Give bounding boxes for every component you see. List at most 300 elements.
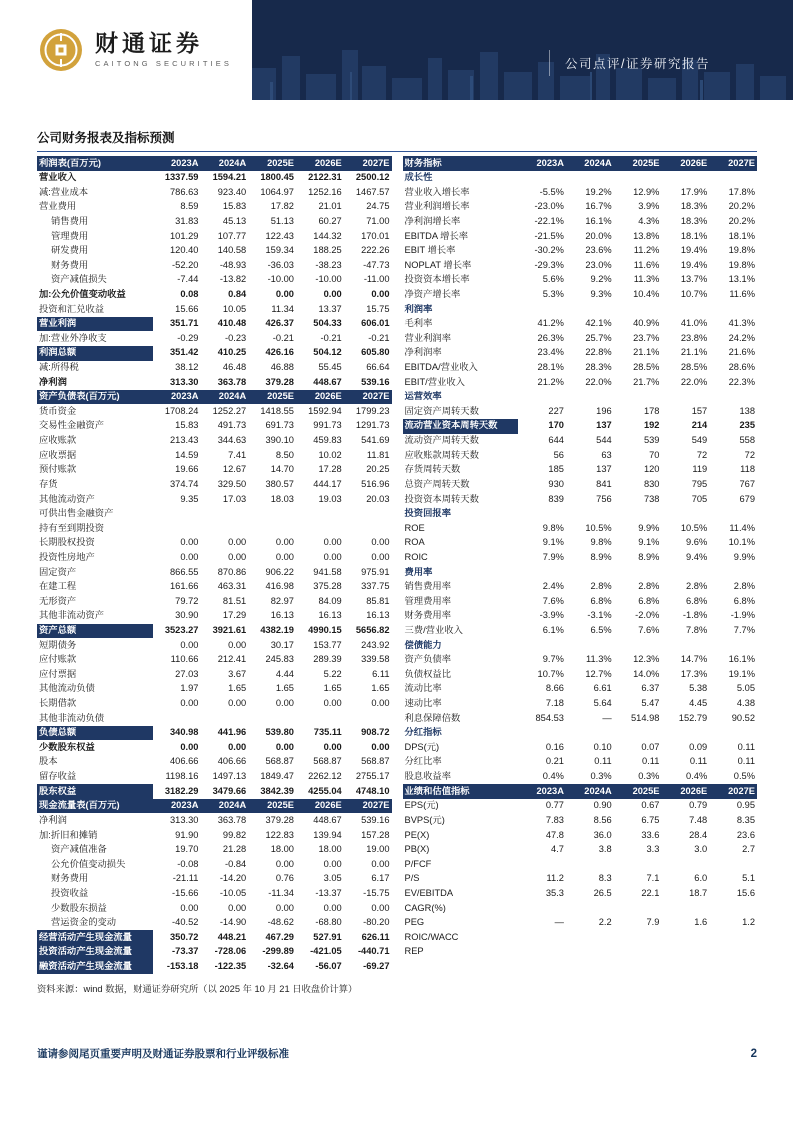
cell-value: 33.6 bbox=[641, 829, 660, 840]
cell-value: 8.35 bbox=[736, 814, 755, 825]
cell-value: -0.23 bbox=[224, 332, 247, 343]
cell-value: 9.9% bbox=[638, 522, 660, 533]
table-row bbox=[37, 697, 392, 712]
cell-value: 1708.24 bbox=[164, 405, 199, 416]
cell-value: 7.8% bbox=[686, 625, 708, 635]
cell-value: 28.6% bbox=[728, 362, 755, 373]
cell-value: 3.05 bbox=[323, 873, 342, 884]
cell-value: 991.73 bbox=[313, 420, 342, 431]
row-label: ROE bbox=[404, 522, 425, 533]
cell-value: 2500.12 bbox=[355, 172, 390, 183]
row-label: 其他流动负债 bbox=[39, 683, 95, 694]
cash-flow-table bbox=[37, 799, 392, 974]
cell-value: 10.5% bbox=[585, 522, 612, 533]
cell-value: 19.03 bbox=[318, 493, 342, 504]
table-row bbox=[37, 916, 392, 931]
cell-value: 549 bbox=[691, 435, 708, 446]
cell-value: 390.10 bbox=[265, 435, 294, 446]
row-label: 融资活动产生现金流量 bbox=[37, 960, 153, 975]
tables-columns bbox=[37, 156, 757, 974]
table-row bbox=[403, 682, 758, 697]
cell-value: 410.25 bbox=[217, 347, 247, 358]
table-title: 业绩和估值指标 bbox=[403, 784, 519, 799]
cell-value: 568.87 bbox=[313, 756, 342, 767]
cell-value: 448.21 bbox=[217, 931, 247, 942]
row-label: 财务费用 bbox=[51, 873, 89, 884]
cell-value: -69.27 bbox=[363, 961, 390, 972]
cell-value: -52.20 bbox=[172, 259, 199, 270]
table-row bbox=[403, 930, 758, 945]
row-label: 持有至到期投资 bbox=[39, 522, 105, 533]
table-row bbox=[403, 287, 758, 302]
cell-value: 15.66 bbox=[175, 303, 199, 314]
cell-value: 9.7% bbox=[542, 654, 564, 665]
cell-value bbox=[566, 171, 614, 186]
table-row bbox=[403, 857, 758, 872]
cell-value: 0.07 bbox=[641, 741, 660, 752]
table-row bbox=[37, 784, 392, 799]
row-label: 管理费用率 bbox=[404, 595, 451, 606]
cell-value: -10.05 bbox=[219, 887, 247, 898]
cell-value bbox=[661, 171, 709, 186]
cell-value bbox=[566, 945, 614, 960]
cell-value: 21.6% bbox=[728, 347, 755, 358]
table-row bbox=[403, 843, 758, 858]
financial-metrics-table bbox=[403, 156, 758, 784]
cell-value: 351.71 bbox=[169, 318, 199, 329]
cell-value: 0.00 bbox=[323, 288, 342, 299]
row-label: 毛利率 bbox=[404, 318, 433, 329]
cell-value: 679 bbox=[739, 493, 755, 504]
row-label: 研发费用 bbox=[51, 245, 89, 256]
cell-value: 25.7% bbox=[585, 332, 612, 343]
cell-value: 9.6% bbox=[686, 537, 708, 548]
row-label: 公允价值变动损失 bbox=[51, 858, 126, 869]
cell-value: -29.3% bbox=[534, 259, 564, 270]
cell-value bbox=[614, 726, 662, 741]
cell-value: 0.09 bbox=[689, 741, 708, 752]
cell-value: 82.97 bbox=[270, 595, 294, 606]
table-title: 财务指标 bbox=[403, 156, 519, 171]
table-row bbox=[37, 477, 392, 492]
cell-value bbox=[614, 302, 662, 317]
cell-value: 157.28 bbox=[361, 829, 390, 840]
row-label: 净利润增长率 bbox=[404, 215, 461, 226]
cell-value: 28.5% bbox=[680, 362, 708, 373]
cell-value: 14.59 bbox=[175, 449, 199, 460]
cell-value: 30.90 bbox=[175, 610, 199, 621]
cell-value: 188.25 bbox=[313, 245, 342, 256]
row-label: 留存收益 bbox=[39, 771, 77, 782]
row-label: 利润总额 bbox=[37, 346, 153, 361]
cell-value: 0.00 bbox=[371, 698, 390, 709]
table-row bbox=[37, 273, 392, 288]
cell-value: 0.00 bbox=[371, 288, 390, 299]
row-label: 股息收益率 bbox=[404, 771, 451, 782]
cell-value: -10.00 bbox=[315, 274, 342, 285]
cell-value: 0.4% bbox=[542, 771, 564, 782]
cell-value: 46.48 bbox=[222, 362, 247, 373]
cell-value: 941.58 bbox=[313, 566, 342, 577]
cell-value: -40.52 bbox=[172, 917, 199, 928]
cell-value bbox=[566, 390, 614, 405]
cell-value: 42.1% bbox=[585, 318, 612, 329]
cell-value: -14.20 bbox=[219, 873, 247, 884]
cell-value: 10.05 bbox=[222, 303, 247, 314]
cell-value: 21.2% bbox=[537, 376, 564, 387]
cell-value: 0.95 bbox=[736, 800, 755, 811]
table-row bbox=[403, 697, 758, 712]
row-label: 应付票据 bbox=[39, 668, 77, 679]
table-row bbox=[403, 813, 758, 828]
cell-value: 12.9% bbox=[633, 186, 660, 197]
cell-value: 735.11 bbox=[313, 727, 342, 738]
cell-value: -36.03 bbox=[267, 259, 294, 270]
table-row bbox=[37, 770, 392, 785]
cell-value: 161.66 bbox=[169, 581, 199, 592]
cell-value: -5.5% bbox=[539, 186, 564, 197]
cell-value: 14.70 bbox=[270, 464, 294, 475]
cell-value: 213.43 bbox=[169, 435, 199, 446]
cell-value: 344.63 bbox=[217, 435, 247, 446]
cell-value: -15.66 bbox=[172, 887, 199, 898]
cell-value: 196 bbox=[596, 405, 612, 416]
cell-value: 923.40 bbox=[217, 186, 247, 197]
cell-value: 70 bbox=[649, 449, 660, 460]
table-row bbox=[37, 434, 392, 449]
table-row bbox=[37, 755, 392, 770]
cell-value: 63 bbox=[601, 449, 612, 460]
row-label: BVPS(元) bbox=[404, 814, 445, 825]
table-row bbox=[37, 463, 392, 478]
cell-value: 2262.12 bbox=[308, 771, 342, 782]
cell-value bbox=[614, 507, 662, 522]
cell-value: 21.1% bbox=[680, 347, 708, 358]
row-label: 流动比率 bbox=[404, 683, 442, 694]
cell-value: 0.3% bbox=[638, 771, 660, 782]
cell-value: 406.66 bbox=[169, 756, 199, 767]
table-row bbox=[37, 901, 392, 916]
row-label: 净利润率 bbox=[404, 347, 442, 358]
cell-value: 8.66 bbox=[545, 683, 564, 694]
row-label: 存货 bbox=[39, 478, 58, 489]
cell-value: 170 bbox=[548, 420, 564, 431]
row-label: 营业收入增长率 bbox=[404, 186, 470, 197]
content-area bbox=[37, 128, 757, 995]
cell-value: 0.00 bbox=[371, 551, 390, 562]
cell-value: -7.44 bbox=[177, 274, 199, 285]
year-column-header: 2026E bbox=[661, 784, 709, 799]
cell-value: 3.0 bbox=[694, 844, 708, 855]
year-column-header: 2024A bbox=[200, 799, 248, 814]
table-row bbox=[403, 740, 758, 755]
table-row bbox=[37, 200, 392, 215]
cell-value: 2.8% bbox=[638, 581, 660, 592]
cell-value bbox=[296, 521, 344, 536]
table-row bbox=[37, 550, 392, 565]
table-row bbox=[37, 843, 392, 858]
row-label: 分红指标 bbox=[404, 727, 442, 738]
row-label: 投资收益 bbox=[51, 887, 89, 898]
cell-value: 212.41 bbox=[217, 654, 247, 665]
cell-value: 0.84 bbox=[228, 288, 247, 299]
cell-value: 0.00 bbox=[275, 288, 294, 299]
cell-value: 22.0% bbox=[585, 376, 612, 387]
cell-value: 374.74 bbox=[169, 478, 199, 489]
cell-value: 1337.59 bbox=[164, 172, 199, 183]
cell-value bbox=[709, 507, 757, 522]
cell-value: 30.17 bbox=[270, 639, 294, 650]
cell-value: 24.2% bbox=[728, 332, 755, 343]
cell-value: 0.11 bbox=[737, 741, 755, 752]
cell-value: 56 bbox=[553, 449, 564, 460]
cell-value: 110.66 bbox=[170, 654, 199, 665]
balance-sheet-table bbox=[37, 390, 392, 799]
cell-value: 17.29 bbox=[222, 610, 247, 621]
cell-value: -21.11 bbox=[172, 873, 199, 884]
row-label: 偿债能力 bbox=[404, 639, 442, 650]
cell-value bbox=[518, 507, 566, 522]
cell-value: 0.4% bbox=[686, 771, 708, 782]
row-label: 应收账款 bbox=[39, 435, 77, 446]
cell-value: 426.37 bbox=[265, 318, 294, 329]
cell-value: 5656.82 bbox=[355, 625, 390, 635]
cell-value bbox=[518, 390, 566, 405]
cell-value: 4382.19 bbox=[260, 625, 294, 635]
cell-value: 19.2% bbox=[585, 186, 612, 197]
report-type-block bbox=[549, 50, 710, 76]
cell-value: 504.12 bbox=[313, 347, 342, 358]
cell-value: 22.8% bbox=[585, 347, 612, 358]
cell-value: 0.00 bbox=[180, 698, 199, 709]
cell-value: 0.00 bbox=[323, 551, 342, 562]
cell-value bbox=[200, 711, 248, 726]
cell-value bbox=[709, 930, 757, 945]
cell-value bbox=[518, 726, 566, 741]
table-row bbox=[37, 361, 392, 376]
year-column-header: 2026E bbox=[296, 390, 344, 405]
cell-value: 0.11 bbox=[737, 756, 755, 767]
cell-value: 26.5 bbox=[593, 887, 612, 898]
year-column-header: 2025E bbox=[248, 156, 296, 171]
cell-value: 544 bbox=[596, 435, 612, 446]
cell-value: 0.00 bbox=[275, 698, 294, 709]
cell-value bbox=[153, 711, 201, 726]
row-label: 投资和汇兑收益 bbox=[39, 303, 105, 314]
row-label: 货币资金 bbox=[39, 405, 77, 416]
table-row bbox=[37, 653, 392, 668]
cell-value: 605.80 bbox=[361, 347, 390, 358]
cell-value: 21.7% bbox=[633, 376, 660, 387]
cell-value: 153.77 bbox=[313, 639, 342, 650]
year-column-header: 2023A bbox=[518, 784, 566, 799]
row-label: 营业利润率 bbox=[404, 332, 451, 343]
table-row bbox=[37, 185, 392, 200]
year-column-header: 2023A bbox=[518, 156, 566, 171]
table-row bbox=[403, 550, 758, 565]
cell-value: 379.28 bbox=[265, 376, 294, 387]
row-label: 长期借款 bbox=[39, 698, 77, 709]
cell-value: 0.00 bbox=[371, 902, 390, 913]
table-row bbox=[37, 565, 392, 580]
cell-value: -22.1% bbox=[534, 215, 564, 226]
cell-value: 23.7% bbox=[633, 332, 660, 343]
table-row bbox=[37, 404, 392, 419]
cell-value bbox=[709, 726, 757, 741]
cell-value: 11.3% bbox=[633, 274, 660, 285]
cell-value: -0.21 bbox=[320, 332, 342, 343]
cell-value: 1.65 bbox=[323, 683, 342, 694]
row-label: 可供出售金融资产 bbox=[39, 508, 114, 519]
cell-value: 0.11 bbox=[689, 756, 708, 767]
cell-value: 122.43 bbox=[265, 230, 294, 241]
cell-value: 144.32 bbox=[313, 230, 342, 241]
cell-value: 795 bbox=[691, 478, 708, 489]
cell-value bbox=[248, 521, 296, 536]
cell-value: 0.90 bbox=[593, 800, 612, 811]
row-label: 三费/营业收入 bbox=[404, 625, 463, 635]
row-label: 少数股东损益 bbox=[51, 902, 107, 913]
cell-value: 6.8% bbox=[638, 595, 660, 606]
cell-value: 12.7% bbox=[585, 668, 612, 679]
cell-value: 17.03 bbox=[222, 493, 247, 504]
cell-value: 350.72 bbox=[169, 931, 199, 942]
cell-value: 0.76 bbox=[275, 873, 294, 884]
cell-value: 11.2 bbox=[546, 873, 564, 884]
cell-value: 5.6% bbox=[542, 274, 564, 285]
table-row bbox=[403, 580, 758, 595]
cell-value: 1594.21 bbox=[212, 172, 247, 183]
cell-value: 6.17 bbox=[371, 873, 390, 884]
cell-value bbox=[518, 638, 566, 653]
cell-value: 3479.66 bbox=[212, 785, 247, 796]
cell-value: 9.4% bbox=[686, 551, 708, 562]
cell-value: 28.5% bbox=[633, 362, 660, 373]
cell-value: 26.3% bbox=[537, 332, 564, 343]
cell-value bbox=[153, 521, 201, 536]
cell-value: 6.5% bbox=[590, 625, 612, 635]
cell-value: 107.77 bbox=[217, 230, 247, 241]
cell-value: 0.67 bbox=[641, 800, 660, 811]
cell-value: 906.22 bbox=[265, 566, 294, 577]
cell-value: 23.6% bbox=[585, 245, 612, 256]
table-row bbox=[403, 565, 758, 580]
table-row bbox=[403, 901, 758, 916]
cell-value: 539.16 bbox=[361, 814, 390, 825]
table-row bbox=[403, 477, 758, 492]
cell-value: 444.17 bbox=[313, 478, 342, 489]
cell-value bbox=[661, 857, 709, 872]
cell-value: -47.73 bbox=[363, 259, 390, 270]
cell-value: 289.39 bbox=[313, 654, 342, 665]
row-label: 投资活动产生现金流量 bbox=[37, 945, 153, 960]
cell-value bbox=[614, 930, 662, 945]
cell-value: 6.37 bbox=[641, 683, 660, 694]
cell-value: 185 bbox=[548, 464, 564, 475]
cell-value bbox=[296, 711, 344, 726]
table-row bbox=[403, 200, 758, 215]
cell-value bbox=[518, 171, 566, 186]
row-label: EPS(元) bbox=[404, 800, 439, 811]
cell-value: 363.78 bbox=[217, 814, 247, 825]
cell-value: 0.08 bbox=[180, 288, 199, 299]
row-label: 营业利润增长率 bbox=[404, 201, 470, 212]
cell-value: 416.98 bbox=[265, 581, 294, 592]
cell-value: 9.1% bbox=[638, 537, 660, 548]
cell-value: 5.47 bbox=[641, 698, 660, 709]
cell-value: 19.70 bbox=[175, 844, 199, 855]
cell-value: 756 bbox=[596, 493, 612, 504]
cell-value: 10.7% bbox=[680, 288, 708, 299]
cell-value: 841 bbox=[596, 478, 612, 489]
brand-text-block bbox=[95, 32, 232, 68]
cell-value bbox=[614, 565, 662, 580]
cell-value: 10.7% bbox=[537, 668, 564, 679]
row-label: 应付账款 bbox=[39, 654, 77, 665]
cell-value: 72 bbox=[696, 449, 708, 460]
row-label: 营业收入 bbox=[39, 172, 77, 183]
cell-value: 11.2% bbox=[633, 245, 660, 256]
cell-value: 55.45 bbox=[318, 362, 342, 373]
cell-value: 90.52 bbox=[731, 712, 755, 723]
cell-value: 705 bbox=[691, 493, 708, 504]
cell-value: 0.00 bbox=[228, 639, 247, 650]
table-header-row bbox=[403, 156, 758, 171]
cell-value: -48.93 bbox=[219, 259, 247, 270]
table-row bbox=[403, 507, 758, 522]
cell-value: 159.34 bbox=[265, 245, 294, 256]
cell-value: 12.67 bbox=[222, 464, 247, 475]
cell-value: 539 bbox=[643, 435, 660, 446]
cell-value: 99.82 bbox=[222, 829, 247, 840]
caitong-logo-icon bbox=[38, 27, 84, 73]
cell-value: 351.42 bbox=[169, 347, 199, 358]
row-label: 加:折旧和摊销 bbox=[39, 829, 98, 840]
cell-value: 6.8% bbox=[733, 595, 755, 606]
cell-value: -56.07 bbox=[315, 961, 342, 972]
row-label: 减:所得税 bbox=[39, 362, 79, 373]
cell-value: 20.0% bbox=[585, 230, 612, 241]
cell-value: 0.00 bbox=[371, 537, 390, 548]
cell-value: 41.3% bbox=[728, 318, 755, 329]
cell-value: 1.2 bbox=[742, 917, 755, 928]
cell-value: 7.83 bbox=[545, 814, 564, 825]
cell-value: 4990.15 bbox=[308, 625, 342, 635]
table-row bbox=[403, 726, 758, 741]
cell-value: 119 bbox=[692, 464, 708, 475]
cell-value: 24.75 bbox=[366, 201, 390, 212]
row-label: 销售费用率 bbox=[404, 581, 451, 592]
cell-value: 22.3% bbox=[728, 376, 755, 387]
cell-value: 15.83 bbox=[175, 420, 199, 431]
cell-value bbox=[709, 171, 757, 186]
cell-value: 19.4% bbox=[680, 259, 708, 270]
table-row bbox=[403, 886, 758, 901]
row-label: 销售费用 bbox=[51, 215, 89, 226]
row-label: P/S bbox=[404, 873, 420, 884]
cell-value: 10.02 bbox=[318, 449, 342, 460]
table-row bbox=[37, 507, 392, 522]
cell-value: 975.91 bbox=[361, 566, 390, 577]
cell-value: 329.50 bbox=[217, 478, 247, 489]
cell-value: 3.3 bbox=[646, 844, 660, 855]
year-column-header: 2027E bbox=[709, 784, 757, 799]
cell-value: -0.21 bbox=[368, 332, 390, 343]
cell-value: -0.08 bbox=[177, 858, 199, 869]
row-label: EBIT/营业收入 bbox=[404, 376, 465, 387]
cell-value: 0.16 bbox=[545, 741, 564, 752]
cell-value: 23.4% bbox=[537, 347, 564, 358]
